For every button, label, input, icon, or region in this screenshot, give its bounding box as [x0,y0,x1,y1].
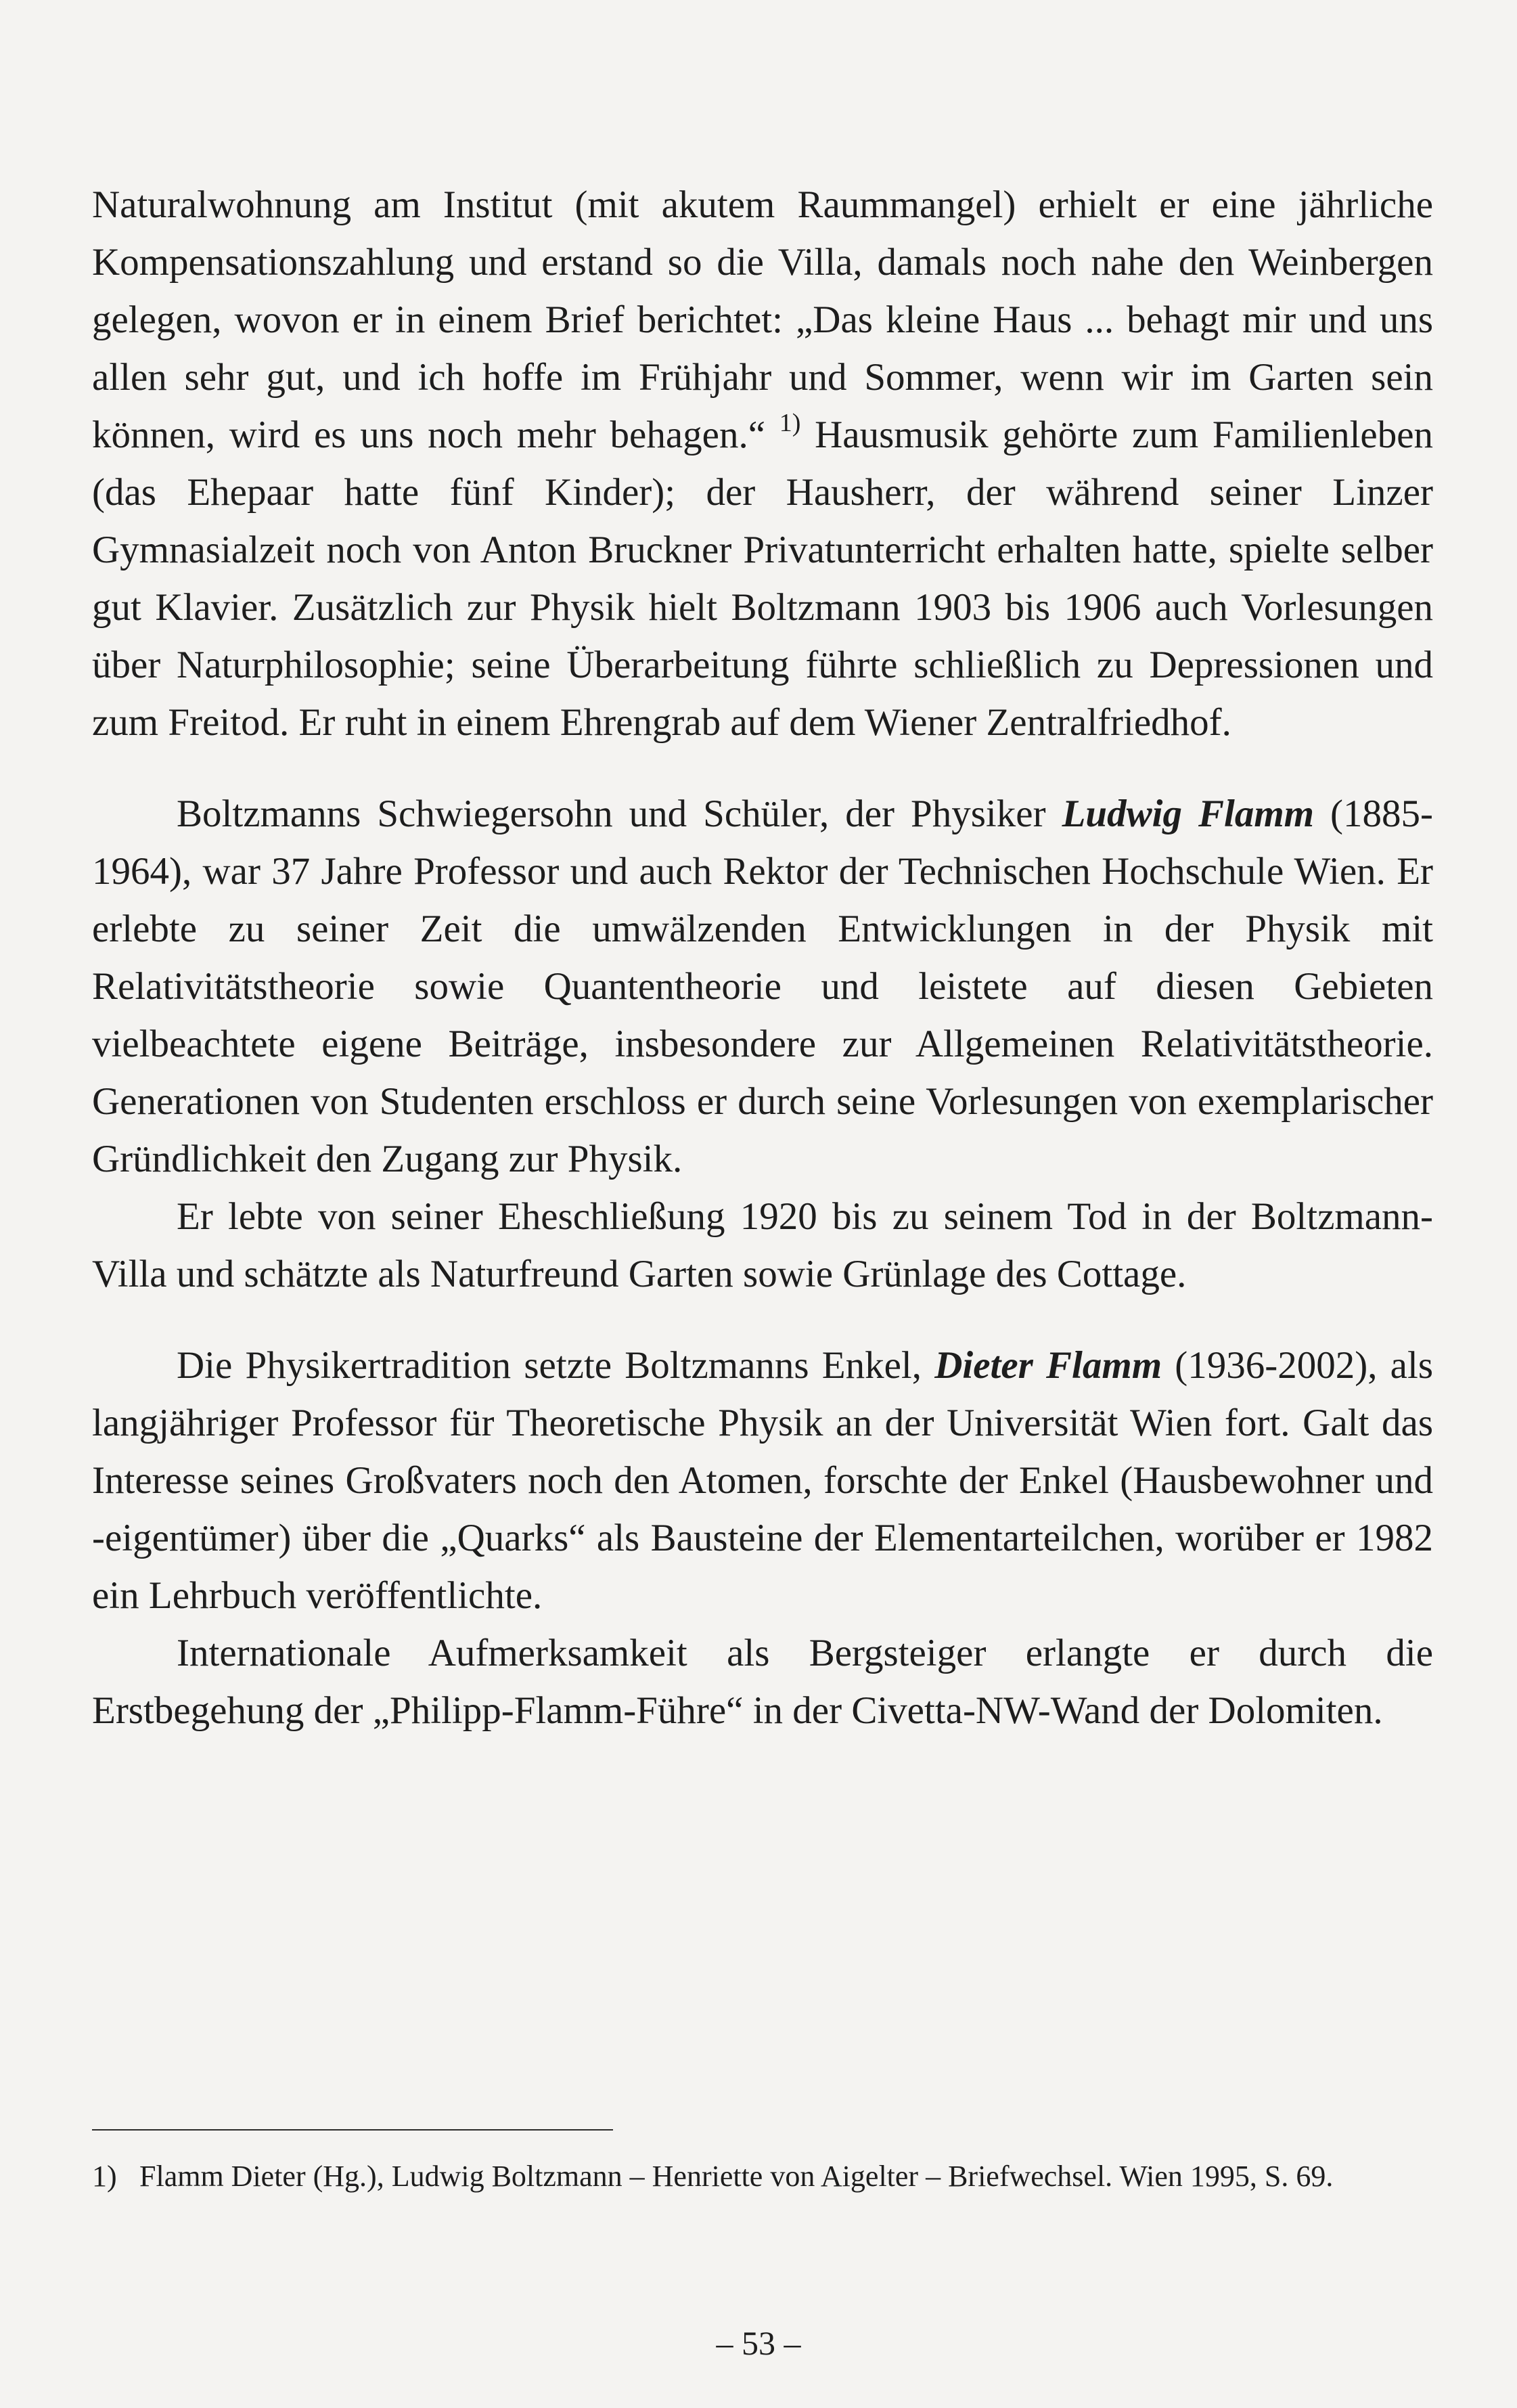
person-name-dieter-flamm: Dieter Flamm [934,1344,1162,1387]
paragraph-boltzmann-villa [92,176,1433,751]
footnote-text: Flamm Dieter (Hg.), Ludwig Boltzmann – Henriette von Aigelter – Briefwechsel. Wien 1995, S. 69. [139,2160,1334,2193]
paragraph-text: Hausmusik gehörte zum Familienleben (das Ehepaar hatte fünf Kinder); der Hausherr, der während seiner Linzer Gymnasialzeit noch von Anton Bruckner Privatunterricht erhalten hatte, spielte selber gut Klavier. Zusätzlich zur Physik hielt Boltzmann 1903 bis 1906 auch Vorlesungen über Naturphilosophie; seine Überarbeitung führte schließlich zu Depressionen und zum Freitod. Er ruht in einem Ehrengrab auf dem Wiener Zentralfriedhof. [92,414,1433,744]
footnote [92,2156,1433,2198]
paragraph-text: (1936-2002), als langjähriger Professor für Theoretische Physik an der Universität Wien fort. Galt das Interesse seines Großvaters noch den Atomen, forschte der Enkel (Hausbewohner und -eigentümer) über die „Quarks“ als Bausteine der Elementarteilchen, worüber er 1982 ein Lehrbuch veröffentlichte. [92,1344,1433,1617]
page-number: – 53 – [716,2324,801,2362]
paragraph-bergsteiger: Internationale Aufmerksamkeit als Bergsteiger erlangte er durch die Erstbegehung der „Philipp-Flamm-Führe“ in der Civetta-NW-Wand der Dolomiten. [92,1632,1433,1732]
paragraph-text: (1885-1964), war 37 Jahre Professor und auch Rektor der Technischen Hochschule Wien. Er erlebte zu seiner Zeit die umwälzenden Entwicklungen in der Physik mit Relativitätstheorie sowie Quantentheorie und leistete auf diesen Gebieten vielbeachtete eigene Beiträge, insbesondere zur Allgemeinen Relativitätstheorie. Generationen von Studenten erschloss er durch seine Vorlesungen von exemplarischer Gründlichkeit den Zugang zur Physik. [92,793,1434,1180]
paragraph-text: Boltzmanns Schwiegersohn und Schüler, der Physiker [177,793,1062,835]
document-body [92,176,1433,1739]
paragraph-dieter-flamm [92,1337,1433,1624]
footnote-divider [92,2129,613,2131]
paragraph-spacer [92,1303,1433,1337]
paragraph-spacer [92,751,1433,785]
footnote-number: 1) [92,2160,117,2193]
paragraph-text: Naturalwohnung am Institut (mit akutem Raummangel) erhielt er eine jährliche Kompensationszahlung und erstand so die Villa, damals noch nahe den Weinbergen gelegen, wovon er in einem Brief berichtet: „Das kleine Haus ... behagt mir und uns allen sehr gut, und ich hoffe im Frühjahr und Sommer, wenn wir im Garten sein können, wird es uns noch mehr behagen.“ [92,183,1433,456]
paragraph-ludwig-flamm [92,785,1433,1188]
footnote-reference: 1) [779,409,801,437]
paragraph-text: Die Physikertradition setzte Boltzmanns Enkel, [177,1344,935,1387]
person-name-ludwig-flamm: Ludwig Flamm [1062,793,1315,835]
paragraph-eheschliessung: Er lebte von seiner Eheschließung 1920 bis zu seinem Tod in der Boltzmann-Villa und schätzte als Naturfreund Garten sowie Grünlage des Cottage. [92,1195,1433,1295]
